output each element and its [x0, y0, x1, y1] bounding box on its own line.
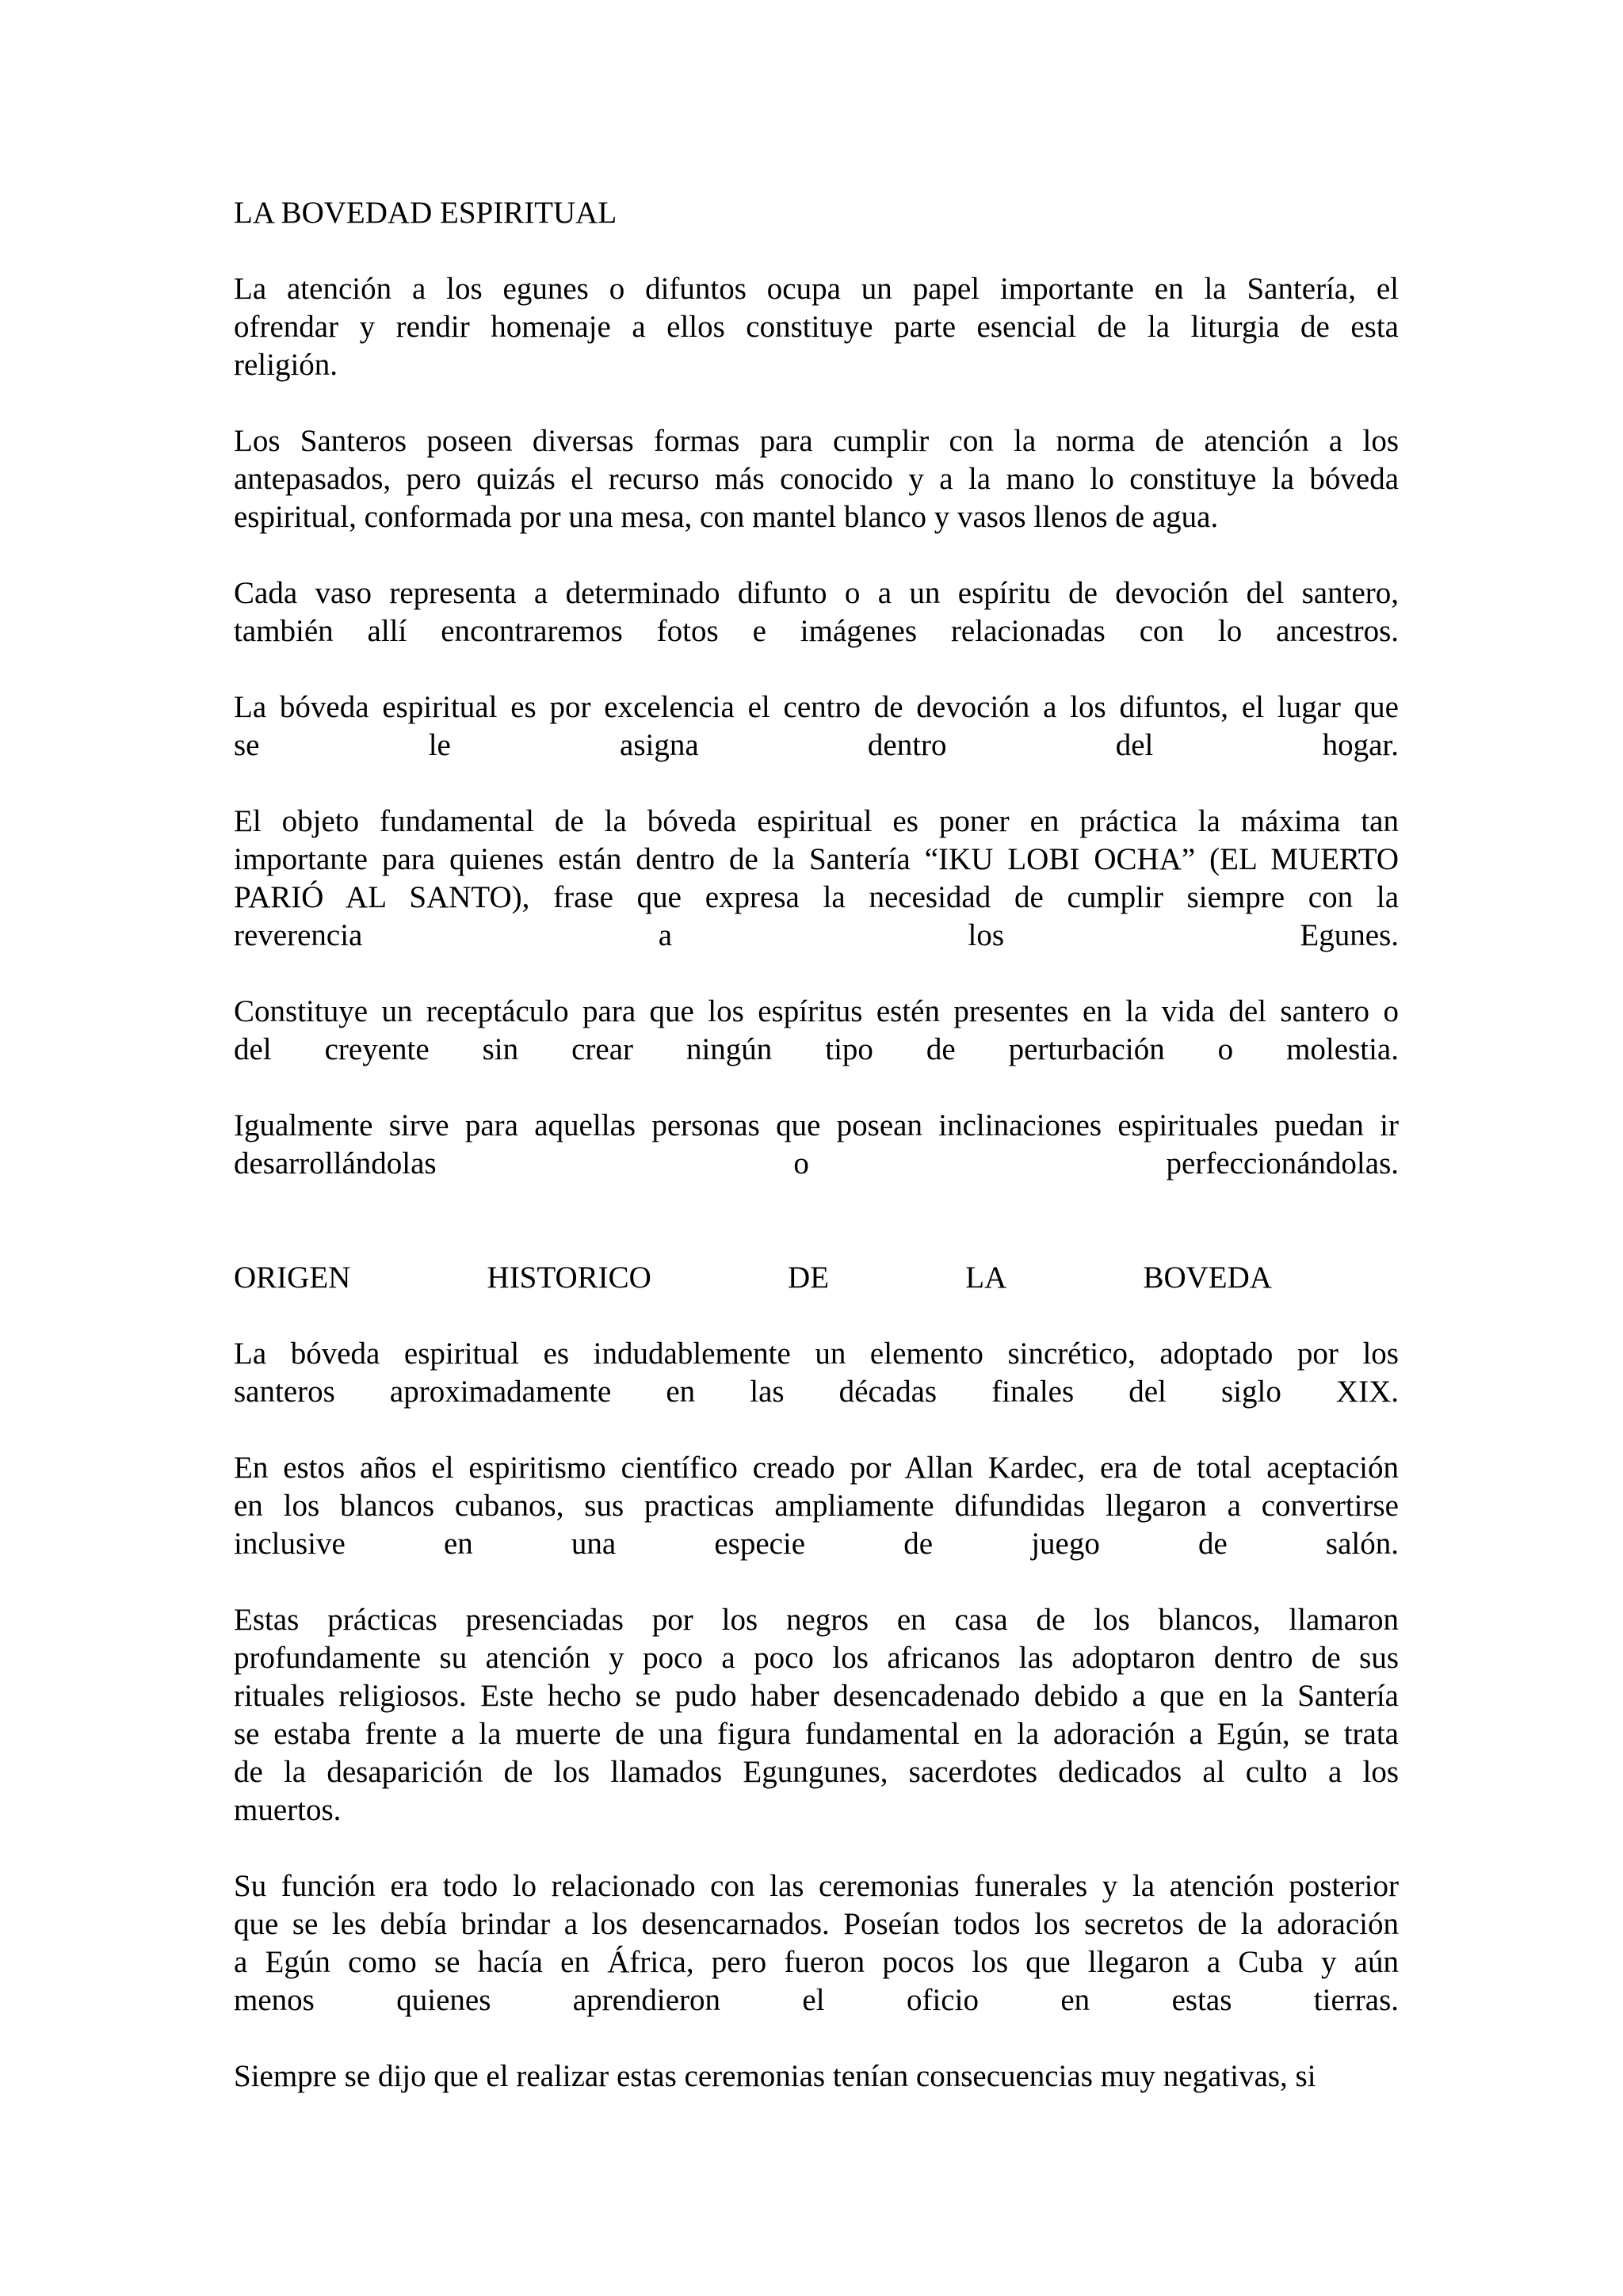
paragraph [234, 1107, 1399, 1183]
paragraph-line: La bóveda espiritual es indudablemente un elemento sincrético, adoptado por los [234, 1337, 1399, 1371]
paragraph-line: rituales religiosos. Este hecho se pudo haber desencadenado debido a que en la Santería [234, 1679, 1399, 1713]
section-spacer [234, 1221, 1399, 1259]
paragraph-line: antepasados, pero quizás el recurso más conocido y a la mano lo constituye la bóveda [234, 462, 1399, 496]
paragraph-group-intro [234, 270, 1399, 1183]
paragraph-line: Los Santeros poseen diversas formas para cumplir con la norma de atención a los [234, 424, 1399, 458]
paragraph [234, 803, 1399, 955]
paragraph-line: menos quienes aprendieron el oficio en estas tierras. [234, 1983, 1399, 2017]
paragraph-line: Siempre se dijo que el realizar estas ceremonias tenían consecuencias muy negativas, si [234, 2059, 1316, 2093]
paragraph-line: inclusive en una especie de juego de salón. [234, 1527, 1399, 1561]
paragraph-line: del creyente sin crear ningún tipo de perturbación o molestia. [234, 1032, 1399, 1066]
section-heading-word: HISTORICO [487, 1261, 651, 1295]
paragraph-line: Constituye un receptáculo para que los espíritus estén presentes en la vida del santero o [234, 994, 1399, 1028]
paragraph [234, 1335, 1399, 1411]
paragraph-line: profundamente su atención y poco a poco los africanos las adoptaron dentro de sus [234, 1641, 1399, 1675]
paragraph-line: se le asigna dentro del hogar. [234, 728, 1399, 762]
paragraph-line: santeros aproximadamente en las décadas finales del siglo XIX. [234, 1375, 1399, 1409]
paragraph-line: de la desaparición de los llamados Egungunes, sacerdotes dedicados al culto a los [234, 1755, 1399, 1789]
paragraph [234, 270, 1399, 384]
paragraph-line: La bóveda espiritual es por excelencia el centro de devoción a los difuntos, el lugar que [234, 690, 1399, 724]
paragraph [234, 2058, 1399, 2096]
document-body [234, 194, 1399, 2134]
paragraph-line: Estas prácticas presenciadas por los negros en casa de los blancos, llamaron [234, 1603, 1399, 1637]
paragraph-line: religión. [234, 348, 338, 382]
paragraph [234, 422, 1399, 536]
paragraph-line: El objeto fundamental de la bóveda espiritual es poner en práctica la máxima tan [234, 804, 1399, 838]
paragraph [234, 688, 1399, 765]
paragraph [234, 993, 1399, 1069]
section-heading-word: BOVEDA [1143, 1261, 1272, 1295]
paragraph [234, 1867, 1399, 2019]
document-title: LA BOVEDAD ESPIRITUAL [234, 196, 617, 230]
paragraph-line: muertos. [234, 1793, 342, 1827]
paragraph-line: se estaba frente a la muerte de una figura fundamental en la adoración a Egún, se trata [234, 1717, 1399, 1751]
paragraph-line: reverencia a los Egunes. [234, 918, 1399, 952]
paragraph-line: desarrollándolas o perfeccionándolas. [234, 1146, 1399, 1180]
paragraph-line: Cada vaso representa a determinado difunto o a un espíritu de devoción del santero, [234, 576, 1399, 610]
paragraph-line: también allí encontraremos fotos e imágenes relacionadas con lo ancestros. [234, 614, 1399, 648]
section-heading-word: LA [965, 1261, 1007, 1295]
section-heading-word: ORIGEN [234, 1261, 351, 1295]
paragraph-line: que se les debía brindar a los desencarnados. Poseían todos los secretos de la adoración [234, 1907, 1399, 1941]
paragraph-line: a Egún como se hacía en África, pero fueron pocos los que llegaron a Cuba y aún [234, 1945, 1399, 1979]
paragraph-line: ofrendar y rendir homenaje a ellos constituye parte esencial de la liturgia de esta [234, 310, 1399, 344]
paragraph-line: Igualmente sirve para aquellas personas que posean inclinaciones espirituales puedan ir [234, 1108, 1399, 1142]
paragraph-line: La atención a los egunes o difuntos ocupa un papel importante en la Santería, el [234, 272, 1399, 306]
paragraph-line: PARIÓ AL SANTO), frase que expresa la necesidad de cumplir siempre con la [234, 880, 1399, 914]
paragraph-line: importante para quienes están dentro de la Santería “IKU LOBI OCHA” (EL MUERTO [234, 842, 1399, 876]
paragraph [234, 1601, 1399, 1829]
paragraph [234, 574, 1399, 650]
paragraph [234, 1449, 1399, 1563]
section-heading-word: DE [788, 1261, 830, 1295]
paragraph-line: en los blancos cubanos, sus practicas ampliamente difundidas llegaron a convertirse [234, 1489, 1399, 1523]
section-heading-origen [234, 1259, 1272, 1297]
paragraph-group-origen [234, 1335, 1399, 2096]
paragraph-line: En estos años el espiritismo científico creado por Allan Kardec, era de total aceptación [234, 1451, 1399, 1485]
paragraph-line: espiritual, conformada por una mesa, con mantel blanco y vasos llenos de agua. [234, 500, 1219, 534]
paragraph-line: Su función era todo lo relacionado con las ceremonias funerales y la atención posterior [234, 1869, 1399, 1903]
